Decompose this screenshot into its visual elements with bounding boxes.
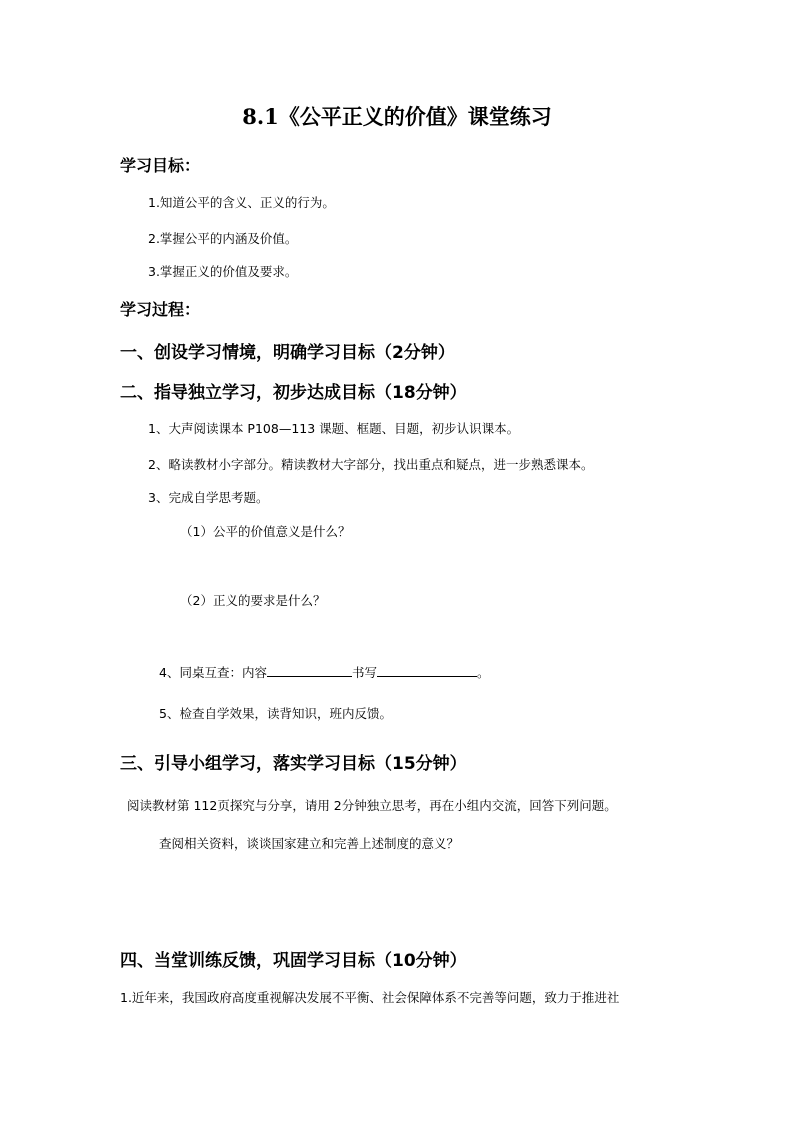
peer-check-suffix: 。 [476,665,490,680]
section-3-question: 查阅相关资料，谈谈国家建立和完善上述制度的意义？ [159,836,460,851]
goal-item: 1.知道公平的含义、正义的行为。 [148,195,335,210]
self-study-question: （1）公平的价值意义是什么？ [180,524,351,539]
goal-item: 3.掌握正义的价值及要求。 [148,264,298,279]
content-blank[interactable] [267,663,352,677]
self-study-question: （2）正义的要求是什么？ [180,593,326,608]
section-4-heading: 四、当堂训练反馈，巩固学习目标（10分钟） [120,951,467,971]
peer-check-line [159,663,490,681]
section-2-item: 3、完成自学思考题。 [148,490,269,505]
process-heading: 学习过程： [120,300,201,319]
peer-check-prefix: 4、同桌互查：内容 [159,665,267,680]
writing-blank[interactable] [377,663,477,677]
section-2-item: 2、略读教材小字部分。精读教材大字部分，找出重点和疑点，进一步熟悉课本。 [148,457,594,472]
goals-heading: 学习目标： [120,156,201,175]
goal-item: 2.掌握公平的内涵及价值。 [148,231,298,246]
section-2-item-5: 5、检查自学效果，读背知识，班内反馈。 [159,706,392,721]
section-3-heading: 三、引导小组学习，落实学习目标（15分钟） [120,754,467,774]
page-title: 8.1《公平正义的价值》课堂练习 [242,104,552,129]
section-1-heading: 一、创设学习情境，明确学习目标（2分钟） [120,343,455,363]
section-3-intro: 阅读教材第 112页探究与分享，请用 2分钟独立思考，再在小组内交流，回答下列问题。 [127,798,617,813]
section-2-item: 1、大声阅读课本 P108—113 课题、框题、目题，初步认识课本。 [148,421,520,436]
section-2-heading: 二、指导独立学习，初步达成目标（18分钟） [120,383,467,403]
section-4-item: 1.近年来，我国政府高度重视解决发展不平衡、社会保障体系不完善等问题，致力于推进社 [120,990,620,1005]
peer-check-middle: 书写 [351,665,377,680]
